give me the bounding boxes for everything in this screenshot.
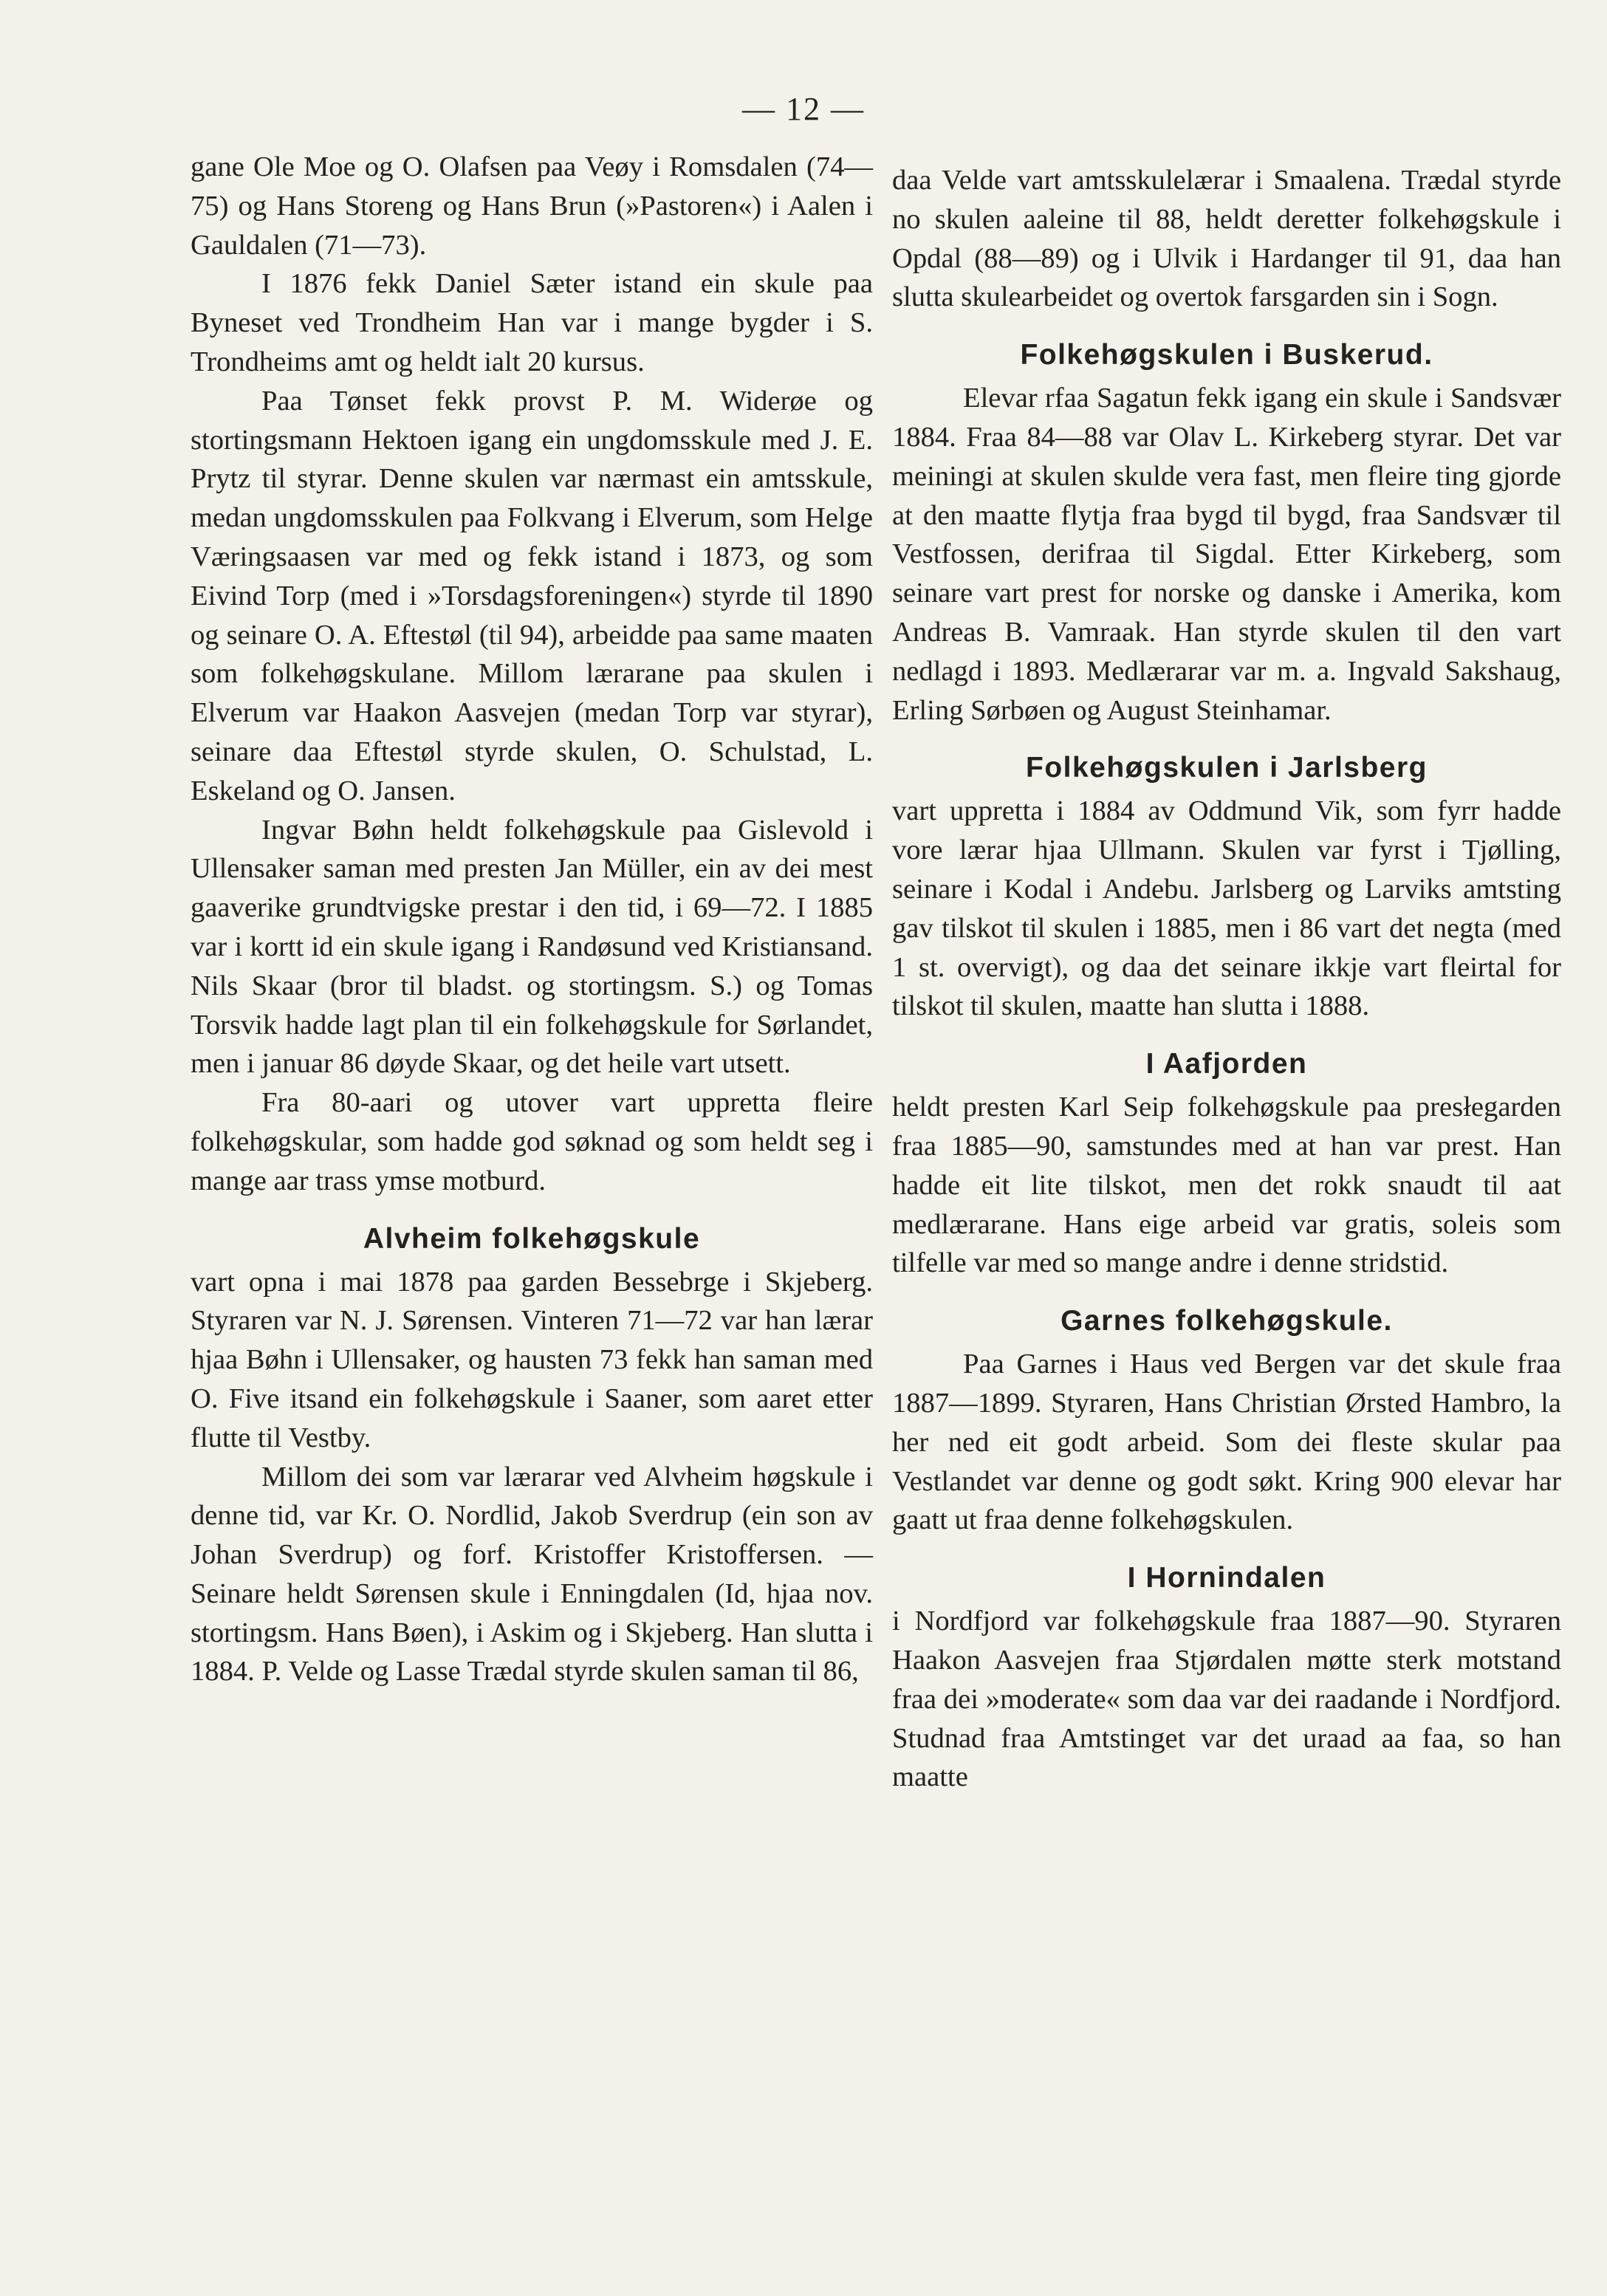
paragraph: daa Velde vart amtsskulelærar i Smaalena. Trædal styrde no skulen aaleine til 88, heldt deretter folkehøgskule i Opdal (88—89) og i Ulvik i Hardanger til 91, daa han slutta skulearbeidet og overtok farsgarden sin i Sogn. [892, 165, 1561, 313]
paragraph: heldt presten Karl Seip folkehøgskule paa presłegarden fraa 1885—90, samstundes med at han var prest. Han hadde eit lite tilskot, men det rokk snaudt til aat medlærarane. Hans eige arbeid var gratis, soleis som tilfelle var med so mange andre i denne stridstid. [892, 1092, 1561, 1279]
section-heading: Alvheim folkehøgskule [363, 1222, 701, 1255]
paragraph: vart uppretta i 1884 av Oddmund Vik, som fyrr hadde vore lærar hjaa Ullmann. Skulen var fyrst i Tjølling, seinare i Kodal i Andebu. Jarlsberg og Larviks amtsting gav tilskot til skulen i 1885, men i 86 vart det negta (med 1 st. overvigt), og daa det seinare ikkje vart fleirtal for tilskot til skulen, maatte han slutta i 1888. [892, 795, 1561, 1022]
paragraph: Paa Tønset fekk provst P. M. Widerøe og stortingsmann Hektoen igang ein ungdomsskule med J. E. Prytz til styrar. Denne skulen var nærmast ein amtsskule, medan ungdomsskulen paa Folkvang i Elverum, som Helge Væringsaasen var med og fekk istand i 1873, og som Eivind Torp (med i »Torsdagsforeningen«) styrde til 1890 og seinare O. A. Eftestøl (til 94), arbeidde paa same maaten som folkehøgskulane. Millom lærarane paa skulen i Elverum var Haakon Aasvejen (medan Torp var styrar), seinare daa Eftestøl styrde skulen, O. Schulstad, L. Eskeland og O. Jansen. [191, 385, 873, 806]
section-heading: Garnes folkehøgskule. [1061, 1305, 1393, 1337]
paragraph: vart opna i mai 1878 paa garden Bessebrge i Skjeberg. Styraren var N. J. Sørensen. Vinteren 71—72 var han lærar hjaa Bøhn i Ullensaker, og hausten 73 fekk han saman med O. Five itsand ein folkehøgskule i Saaner, som aaret etter flutte til Vestby. [191, 1266, 873, 1453]
section-heading: Folkehøgskulen i Jarlsberg [1026, 752, 1428, 784]
paragraph: gane Ole Moe og O. Olafsen paa Veøy i Romsdalen (74—75) og Hans Storeng og Hans Brun (»Pastoren«) i Aalen i Gauldalen (71—73). [191, 151, 873, 261]
page-number: — 12 — [742, 91, 865, 127]
section-heading: I Hornindalen [1127, 1562, 1326, 1594]
paragraph: Elevar rfaa Sagatun fekk igang ein skule i Sandsvær 1884. Fraa 84—88 var Olav L. Kirkeberg styrar. Det var meiningi at skulen skulde vera fast, men fleire ting gjorde at den maatte flytja fraa bygd til bygd, fraa Sandsvær til Vestfossen, derifraa til Sigdal. Etter Kirkeberg, som seinare vart prest for norske og danske i Amerika, kom Andreas B. Vamraak. Han styrde skulen til den vart nedlagd i 1893. Medlærarar var m. a. Ingvald Sakshaug, Erling Sørbøen og August Steinhamar. [892, 383, 1561, 726]
paragraph: i Nordfjord var folkehøgskule fraa 1887—90. Styraren Haakon Aasvejen fraa Stjørdalen møtte sterk motstand fraa dei »moderate« som daa var dei raadande i Nordfjord. Studnad fraa Amtstinget var det uraad aa faa, so han maatte [892, 1606, 1561, 1793]
right-column [892, 161, 1561, 1797]
section-heading: Folkehøgskulen i Buskerud. [1020, 339, 1433, 371]
paragraph: Paa Garnes i Haus ved Bergen var det skule fraa 1887—1899. Styraren, Hans Christian Ørsted Hambro, la her ned eit godt arbeid. Som dei fleste skular paa Vestlandet var denne og godt søkt. Kring 900 elevar har gaatt ut fraa denne folkehøgskulen. [892, 1349, 1561, 1536]
section-heading: I Aafjorden [1145, 1048, 1308, 1080]
paragraph: Fra 80-aari og utover vart uppretta fleire folkehøgskular, som hadde god søknad og som heldt seg i mange aar trass ymse motburd. [191, 1087, 873, 1196]
paragraph: I 1876 fekk Daniel Sæter istand ein skule paa Byneset ved Trondheim Han var i mange bygder i S. Trondheims amt og heldt ialt 20 kursus. [191, 268, 873, 377]
left-column [191, 148, 873, 1691]
paragraph: Millom dei som var lærarar ved Alvheim høgskule i denne tid, var Kr. O. Nordlid, Jakob Sverdrup (ein son av Johan Sverdrup) og forf. Kristoffer Kristoffersen. — Seinare heldt Sørensen skule i Enningdalen (Id, hjaa nov. stortingsm. Hans Bøen), i Askim og i Skjeberg. Han slutta i 1884. P. Velde og Lasse Trædal styrde skulen saman til 86, [191, 1461, 873, 1687]
paragraph: Ingvar Bøhn heldt folkehøgskule paa Gislevold i Ullensaker saman med presten Jan Müller, ein av dei mest gaaverike grundtvigske prestar i den tid, i 69—72. I 1885 var i kortt id ein skule igang i Randøsund ved Kristiansand. Nils Skaar (bror til bladst. og stortingsm. S.) og Tomas Torsvik hadde lagt plan til ein folkehøgskule for Sørlandet, men i januar 86 døyde Skaar, og det heile vart utsett. [191, 814, 873, 1080]
